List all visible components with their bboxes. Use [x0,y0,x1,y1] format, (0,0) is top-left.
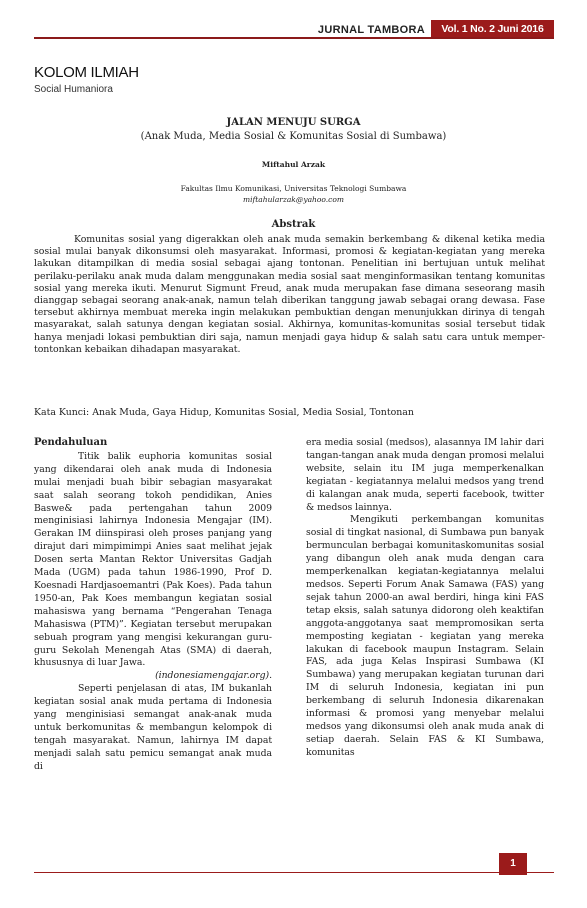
author-email[interactable]: miftahularzak@yahoo.com [242,195,344,204]
article-title: JALAN MENUJU SURGA [226,117,361,128]
author-affiliation: Fakultas Ilmu Komunikasi, Universitas Teknologi Sumbawa [180,184,407,193]
footer-rule [34,872,554,873]
citation-text: (indonesiamengajar.org). [155,670,272,682]
header-rule [34,37,554,39]
left-column [34,437,272,774]
section-label: Social Humaniora [34,84,113,95]
journal-name: JURNAL TAMBORA [317,24,425,36]
author-name: Miftahul Arzak [261,160,326,169]
right-paragraph-2: Mengikuti perkembangan komunitas sosial di tingkat nasional, di Sumbawa pun banyak bermunculan berbagai komunitaskomunitas sosial yang dibangun oleh anak muda dengan cara memperkenalkan kegiatan-kegiatannya melalui medsos. Seperti Forum Anak Samawa (FAS) yang sejak tahun 2000-an awal berdiri, hinga kini FAS tetap eksis, salah satunya didorong oleh keaktifan anggota-anggotanya saat mempromosikan serta memposting kegiatan - kegiatan yang mereka lakukan di facebook maupun Instagram. Selain FAS, ada juga Kelas Inspirasi Sumbawa (KI Sumbawa) yang merupakan kegiatan turunan dari IM di seluruh Indonesia, kegiatan ini pun berkembang di seluruh Indonesia dikarenakan informasi & promosi yang menyebar melalui medsos yang dikonsumsi oleh anak muda anak di setiap daerah. Selain FAS & KI Sumbawa, komunitas [306,514,544,758]
right-column [306,437,544,760]
column-heading: KOLOM ILMIAH [34,64,139,81]
volume-badge: Vol. 1 No. 2 Juni 2016 [431,20,554,38]
page-number: 1 [499,853,527,875]
intro-paragraph-2: Seperti penjelasan di atas, IM bukanlah kegiatan sosial anak muda pertama di Indonesia yang menginisiasi semangat anak-anak muda untuk berkomunitas & membangun kelompok di tengah masyarakat. Namun, lahirnya IM dapat menjadi salah satu pemicu semangat anak muda di [34,683,272,772]
citation [34,670,272,683]
abstract-heading: Abstrak [271,219,316,230]
keywords: Kata Kunci: Anak Muda, Gaya Hidup, Komunitas Sosial, Media Sosial, Tontonan [34,407,414,418]
intro-paragraph-1: Titik balik euphoria komunitas sosial yang dikendarai oleh anak muda di Indonesia mulai menjadi buah bibir sebagian masyarakat saat salah seorang tokoh pendidikan, Anies Baswe& pada pertengahan tahun 2009 menginisiasi lahirnya Indonesia Mengajar (IM). Gerakan IM diinspirasi oleh proses panjang yang dirajut dari mimpimimpi Anies saat melihat jejak Dosen serta Mantan Rektor Universitas Gadjah Mada (UGM) pada tahun 1986-1990, Prof D. Koesnadi Hardjasoemantri (Pak Koes). Pada tahun 1950-an, Pak Koes membangun kegiatan sosial mahasiswa yang bernama “Pengerahan Tenaga Mahasiswa (PTM)”. Kegiatan tersebut merupakan sebuah program yang mengisi kekurangan guru-guru Sekolah Menengah Atas (SMA) di daerah, khususnya di luar Jawa. [34,450,272,669]
right-paragraph-1: era media sosial (medsos), alasannya IM lahir dari tangan-tangan anak muda dengan promosi melalui website, selain itu IM juga memperkenalkan kegiatan - kegiatannya melalui medsos yang trend di kalangan anak muda, seperti facebook, twitter & medsos lainnya. [306,437,544,513]
article-subtitle: (Anak Muda, Media Sosial & Komunitas Sosial di Sumbawa) [140,131,447,142]
intro-heading: Pendahuluan [34,437,108,448]
abstract-text: Komunitas sosial yang digerakkan oleh anak muda semakin berkembang & dikenal ketika media sosial mulai banyak dikonsumsi oleh masyarakat. Informasi, promosi & kegiatan-kegiatan yang mereka lakukan ditampilkan di media sosial sebagai ajang tontonan. Penelitian ini bertujuan untuk melihat perilaku-perilaku anak muda dalam menggunakan media sosial saat menginformasikan tentang komunitas sosial yang mereka ikuti. Menurut Sigmunt Freud, anak muda merupakan fase dimana seseorang masih dianggap sebagai seorang anak-anak, namun telah diberikan tanggung jawab sebagai orang dewasa. Fase tersebut akhirnya membuat mereka ingin melakukan pembuktian dengan menunjukkan dirinya di tengah masyarakat, salah satunya dengan kegiatan sosial. Akhirnya, komunitas-komunitas sosial tersebut tidak hanya menjadi lokasi pembuktian diri saja, namun menjadi gaya hidup & salah satu cara untuk memper-tontonkan kebaikan dihadapan masyarakat. [34,234,545,355]
